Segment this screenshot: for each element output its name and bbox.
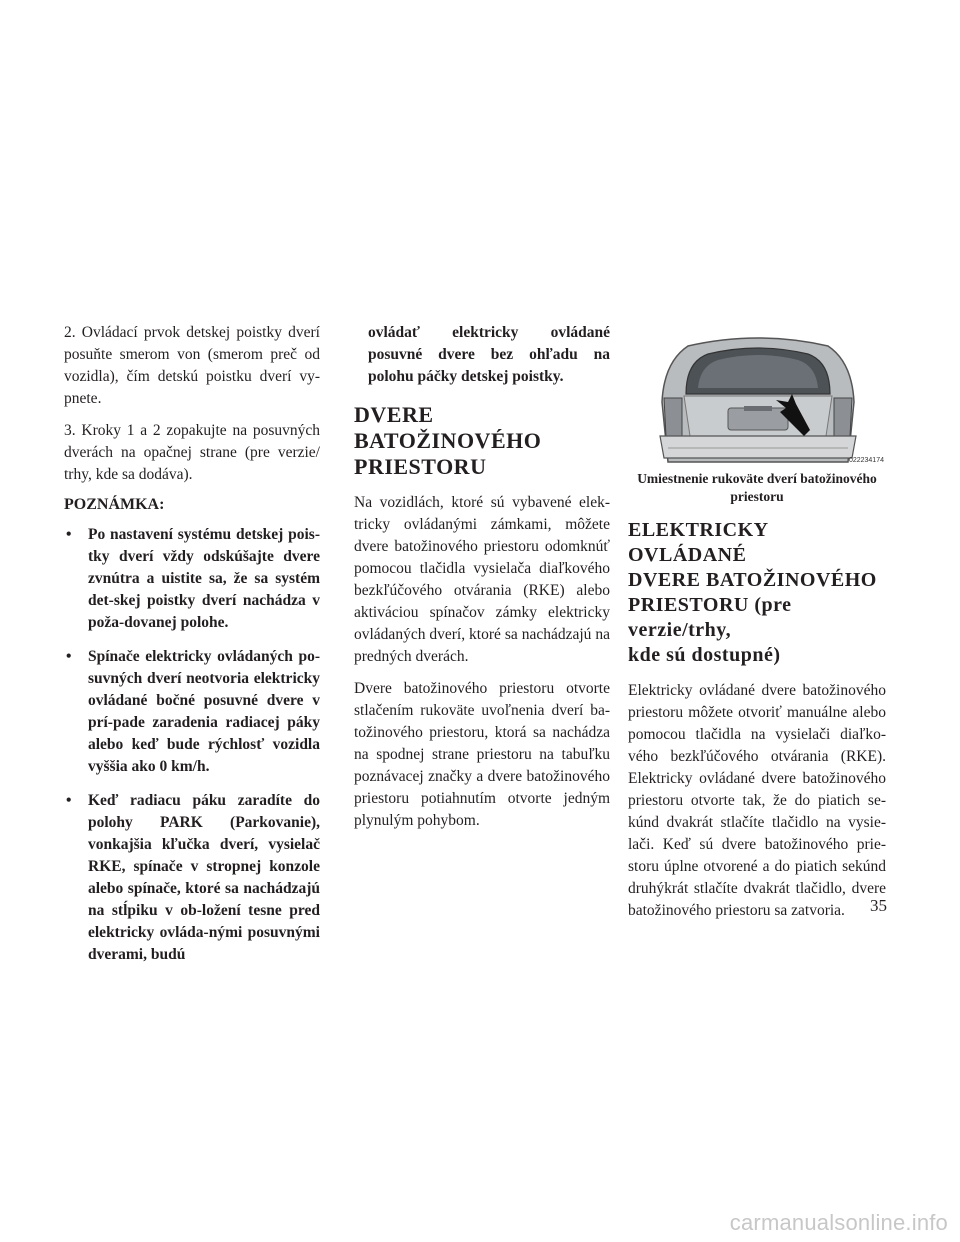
page-number: 35 (870, 896, 887, 915)
note-bullet-1 (64, 524, 320, 634)
bullet-icon: • (66, 792, 72, 809)
section-heading-liftgate (354, 402, 610, 480)
bullet-icon: • (66, 648, 72, 665)
column-middle (354, 322, 610, 842)
note-heading: POZNÁMKA: (64, 496, 165, 513)
heading-line-1: DVERE (354, 402, 434, 427)
note-bullet-text: Keď radiacu páku zaradíte do polohy PARK (Parkovanie), vonkajšia kľučka dverí, vysielač RKE, spínače v stropnej konzole alebo spínače, ktoré sa nachádzajú na stĺpiku v ob-ložení tesne pred elektricky ovláda-nými posuvnými dverami, budú (88, 792, 320, 963)
bullet-continuation: ovládať elektricky ovládané posuvné dvere bez ohľadu na polohu páčky detskej poistky. (368, 324, 610, 385)
step-2-paragraph: 2. Ovládací prvok detskej poistky dverí posuňte smerom von (smerom preč od vozidla), čím detskú poistku dverí vy-pnete. (64, 324, 320, 407)
column-left (64, 322, 320, 978)
liftgate-paragraph-2: Dvere batožinového priestoru otvorte stlačením rukoväte uvoľnenia dverí ba-tožinového priestoru, ktorá sa nachádza na spodnej strane priestoru na tabuľku poznávacej značky a dvere batožinového priestoru potiahnutím otvorte jedným plynulým pohybom. (354, 680, 610, 829)
minivan-rear-illustration (628, 332, 886, 468)
figure-caption: Umiestnenie rukoväte dverí batožinového priestoru (637, 471, 877, 504)
heading-line-1: ELEKTRICKY OVLÁDANÉ (628, 519, 768, 566)
liftgate-paragraph-1: Na vozidlách, ktoré sú vybavené elek-tricky ovládanými zámkami, môžete dvere batožinového priestoru odomknúť pomocou tlačidla vysielača diaľkového bezkľúčového otvárania (RKE) alebo aktiváciou spínačov zámky elektricky ovládaných dverí, ktoré sa nachádzajú na predných dverách. (354, 494, 610, 665)
watermark: carmanualsonline.info (729, 1210, 948, 1235)
heading-line-2: DVERE BATOŽINOVÉHO (628, 569, 877, 591)
heading-line-2: BATOŽINOVÉHO (354, 428, 542, 453)
heading-line-3: PRIESTORU (354, 454, 487, 479)
liftgate-handle-figure (628, 332, 886, 468)
heading-line-4: kde sú dostupné) (628, 644, 781, 666)
note-bullet-text: Spínače elektricky ovládaných po-suvných dverí neotvoria elektricky ovládané bočné posuvné dvere v prí-pade zaradenia radiacej páky alebo keď bude rýchlosť vozidla vyššia ako 0 km/h. (88, 648, 320, 775)
section-heading-power-liftgate (628, 518, 886, 668)
power-liftgate-paragraph: Elektricky ovládané dvere batožinového priestoru môžete otvoriť manuálne alebo pomocou tlačidla na vysielači diaľko-vého bezkľúčového otvárania (RKE). Elektricky ovládané dvere batožinového priestoru otvorte tak, že do piatich se-kúnd dvakrát stlačíte tlačidlo na vysie-lači. Keď sú dvere batožinového prie-storu úplne otvorené a do piatich sekúnd druhýkrát stlačíte dvakrát tlačidlo, dvere batožinového priestoru sa zatvoria. (628, 682, 886, 919)
column-right (628, 322, 886, 932)
note-bullet-3 (64, 790, 320, 966)
note-bullet-2 (64, 646, 320, 778)
heading-line-3: PRIESTORU (pre verzie/trhy, (628, 594, 792, 641)
bullet-icon: • (66, 526, 72, 543)
note-bullet-list (64, 524, 320, 966)
figure-code: 022234174 (848, 457, 884, 464)
step-3-paragraph: 3. Kroky 1 a 2 zopakujte na posuvných dverách na opačnej strane (pre verzie/ trhy, kde sa dodáva). (64, 422, 320, 483)
note-bullet-text: Po nastavení systému detskej pois-tky dverí vždy odskúšajte dvere zvnútra a uistite sa, že sa systém det-skej poistky dverí nachádza v poža-dovanej polohe. (88, 526, 320, 631)
